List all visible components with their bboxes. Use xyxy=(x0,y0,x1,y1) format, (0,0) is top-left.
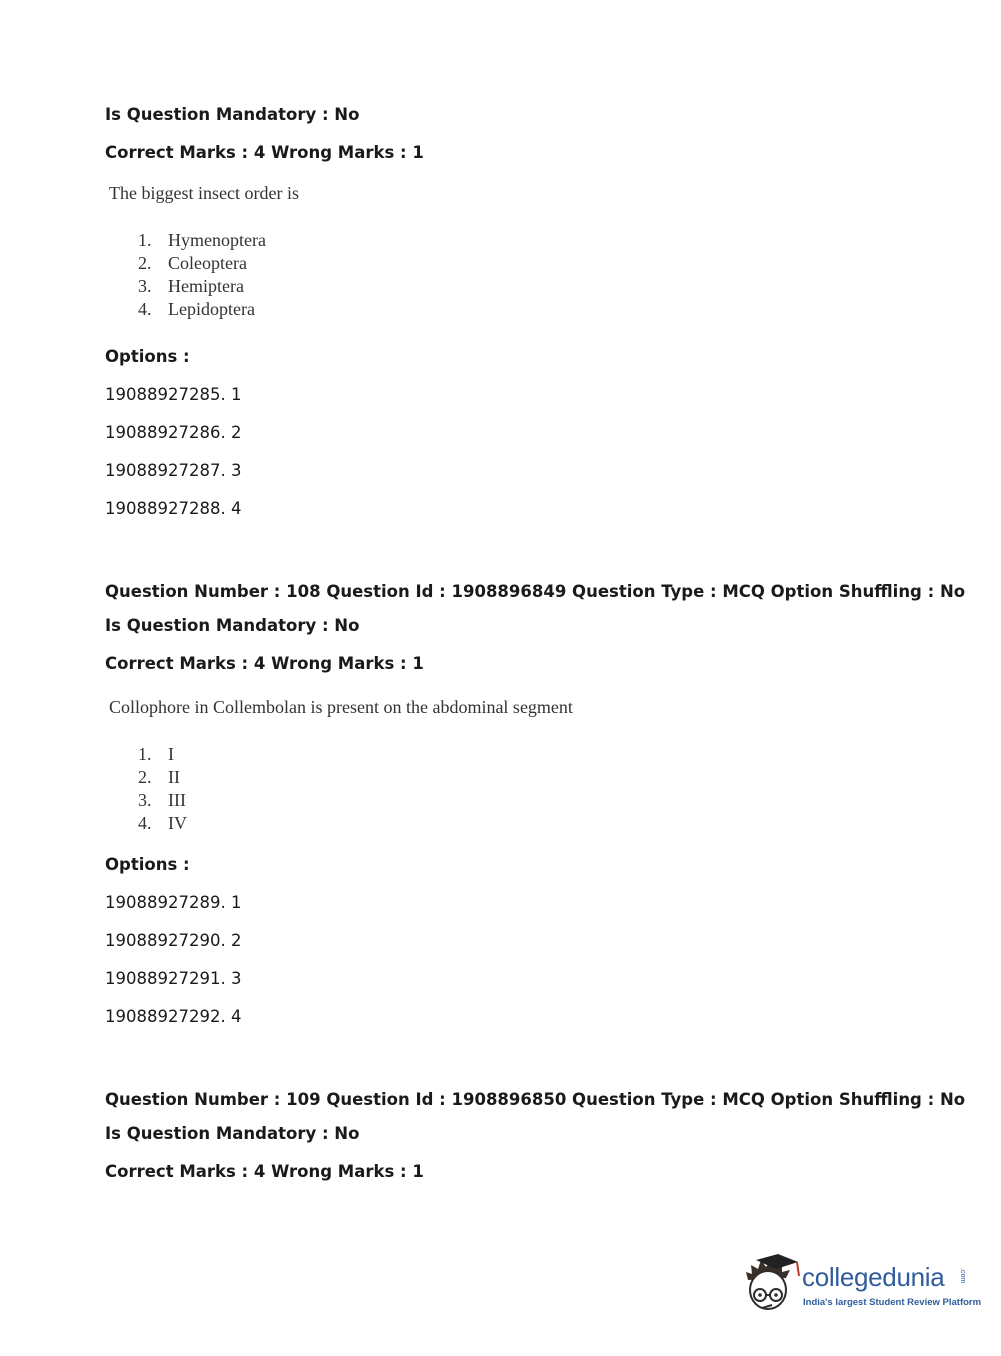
option-line: 19088927291. 3 xyxy=(105,969,242,988)
option-line: 19088927292. 4 xyxy=(105,1007,242,1026)
choice-item: 1. Hymenoptera xyxy=(138,230,266,250)
marks-line: Correct Marks : 4 Wrong Marks : 1 xyxy=(105,1162,424,1181)
mandatory-line: Is Question Mandatory : No xyxy=(105,1124,360,1143)
choice-list xyxy=(138,229,266,321)
logo-dotcom: .com xyxy=(959,1268,966,1284)
option-line: 19088927288. 4 xyxy=(105,499,242,518)
logo-tagline: India's largest Student Review Platform xyxy=(803,1297,982,1308)
choice-list xyxy=(138,743,187,835)
mascot-icon xyxy=(742,1250,802,1320)
option-line: 19088927287. 3 xyxy=(105,461,242,480)
option-line: 19088927285. 1 xyxy=(105,385,242,404)
marks-line: Correct Marks : 4 Wrong Marks : 1 xyxy=(105,654,424,673)
mandatory-line: Is Question Mandatory : No xyxy=(105,105,360,124)
options-label: Options : xyxy=(105,347,190,366)
choice-item: 2. II xyxy=(138,767,180,787)
question-header: Question Number : 108 Question Id : 1908896849 Question Type : MCQ Option Shuffling : No xyxy=(105,582,966,601)
logo-wordmark: collegedunia xyxy=(802,1262,945,1292)
mandatory-line: Is Question Mandatory : No xyxy=(105,616,360,635)
option-line: 19088927286. 2 xyxy=(105,423,242,442)
choice-item: 3. Hemiptera xyxy=(138,276,244,296)
choice-item: 3. III xyxy=(138,790,186,810)
choice-item: 4. IV xyxy=(138,813,187,833)
marks-line: Correct Marks : 4 Wrong Marks : 1 xyxy=(105,143,424,162)
question-stem: The biggest insect order is xyxy=(109,183,299,203)
options-label: Options : xyxy=(105,855,190,874)
question-header: Question Number : 109 Question Id : 1908896850 Question Type : MCQ Option Shuffling : No xyxy=(105,1090,966,1109)
choice-item: 4. Lepidoptera xyxy=(138,299,255,319)
option-line: 19088927290. 2 xyxy=(105,931,242,950)
question-stem: Collophore in Collembolan is present on the abdominal segment xyxy=(109,697,573,717)
option-line: 19088927289. 1 xyxy=(105,893,242,912)
choice-item: 1. I xyxy=(138,744,174,764)
choice-item: 2. Coleoptera xyxy=(138,253,247,273)
collegedunia-logo xyxy=(742,1250,982,1320)
